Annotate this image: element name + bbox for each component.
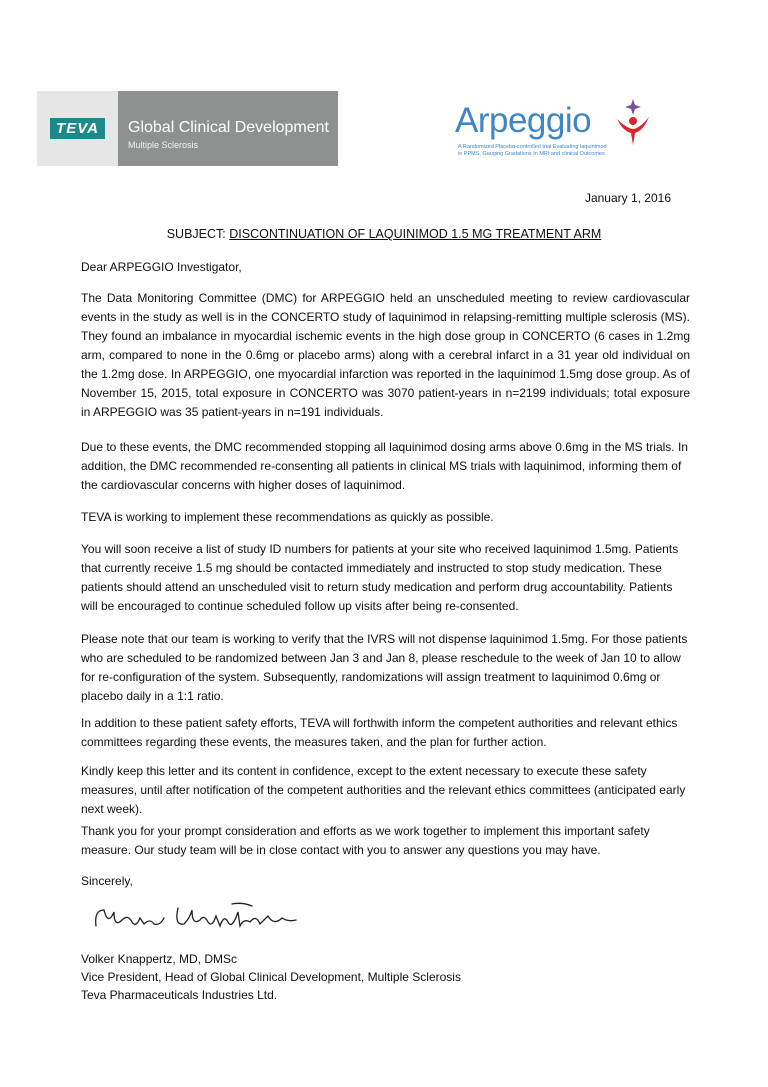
- arpeggio-figure-icon: [613, 97, 653, 147]
- signer-block: [81, 950, 461, 1004]
- arpeggio-tagline: in PPMS, Gauging Gradations In MRI and clinical Outcomes: [458, 151, 605, 157]
- subject-title: DISCONTINUATION OF LAQUINIMOD 1.5 MG TREATMENT ARM: [229, 227, 602, 241]
- signer-name: Volker Knappertz, MD, DMSc: [81, 952, 238, 966]
- salutation: Dear ARPEGGIO Investigator,: [81, 260, 242, 274]
- signer-title: Vice President, Head of Global Clinical Development, Multiple Sclerosis: [81, 970, 461, 984]
- handwritten-signature: [92, 896, 312, 941]
- paragraph: In addition to these patient safety efforts, TEVA will forthwith inform the competent authorities and relevant ethics committees regarding these events, the measures taken, and the plan for further action.: [81, 716, 678, 749]
- paragraph: Please note that our team is working to verify that the IVRS will not dispense laquinimod 1.5mg. For those patients who are scheduled to be randomized between Jan 3 and Jan 8, please reschedule to the week of Jan 10 to allow for re-configuration of the system. Subsequently, randomizations will assign treatment to laquinimod 0.6mg or placebo daily in a 1:1 ratio.: [81, 632, 688, 703]
- arpeggio-tagline: A Randomized Placebo-controlled trial Evaluating laquinimod: [458, 144, 607, 150]
- closing: Sincerely,: [81, 874, 133, 888]
- subject-line: [0, 227, 768, 241]
- paragraph: Thank you for your prompt consideration and efforts as we work together to implement this important safety measure. Our study team will be in close contact with you to answer any questions you may have.: [81, 824, 650, 857]
- teva-logo: TEVA: [50, 118, 105, 139]
- paragraph: You will soon receive a list of study ID numbers for patients at your site who received laquinimod 1.5mg. Patients that currently receive 1.5 mg should be contacted immediately and instructed to stop study medication. These patients should attend an unscheduled visit to return study medication and perform drug accountability. Patients will be encouraged to continue scheduled follow up visits after being re-consented.: [81, 542, 679, 613]
- paragraph: Due to these events, the DMC recommended stopping all laquinimod dosing arms above 0.6mg in the MS trials. In addition, the DMC recommended re-consenting all patients in clinical MS trials with laquinimod, informing them of the cardiovascular concerns with higher doses of laquinimod.: [81, 440, 688, 492]
- teva-logo-area: [37, 91, 118, 166]
- signer-company: Teva Pharmaceuticals Industries Ltd.: [81, 988, 278, 1002]
- paragraph: The Data Monitoring Committee (DMC) for ARPEGGIO held an unscheduled meeting to review cardiovascular events in the study as well is in the CONCERTO study of laquinimod in relapsing-remitting multiple sclerosis (MS). They found an imbalance in myocardial ischemic events in the high dose group in CONCERTO (6 cases in 1.2mg arm, compared to none in the 0.6mg or placebo arms) along with a cerebral infarct in a 31 year old individual on the 1.2mg dose. In ARPEGGIO, one myocardial infarction was reported in the laquinimod 1.5mg dose group. As of November 15, 2015, total exposure in CONCERTO was 3070 patient-years in n=2199 individuals; total exposure in ARPEGGIO was 35 patient-years in n=191 individuals.: [81, 291, 690, 419]
- subject-label: SUBJECT:: [166, 227, 230, 241]
- arpeggio-wordmark: Arpeggio: [455, 101, 592, 140]
- banner-title: Global Clinical Development: [128, 119, 329, 136]
- banner-text: [118, 91, 338, 166]
- paragraph: TEVA is working to implement these recommendations as quickly as possible.: [81, 510, 494, 524]
- teva-header-banner: [37, 91, 338, 166]
- letter-date: January 1, 2016: [584, 191, 671, 205]
- arpeggio-logo: [455, 97, 655, 177]
- paragraph: Kindly keep this letter and its content in confidence, except to the extent necessary to execute these safety measures, until after notification of the competent authorities and the relevant ethics committees (anticipated early next week).: [81, 764, 686, 816]
- banner-subtitle: Multiple Sclerosis: [128, 140, 199, 150]
